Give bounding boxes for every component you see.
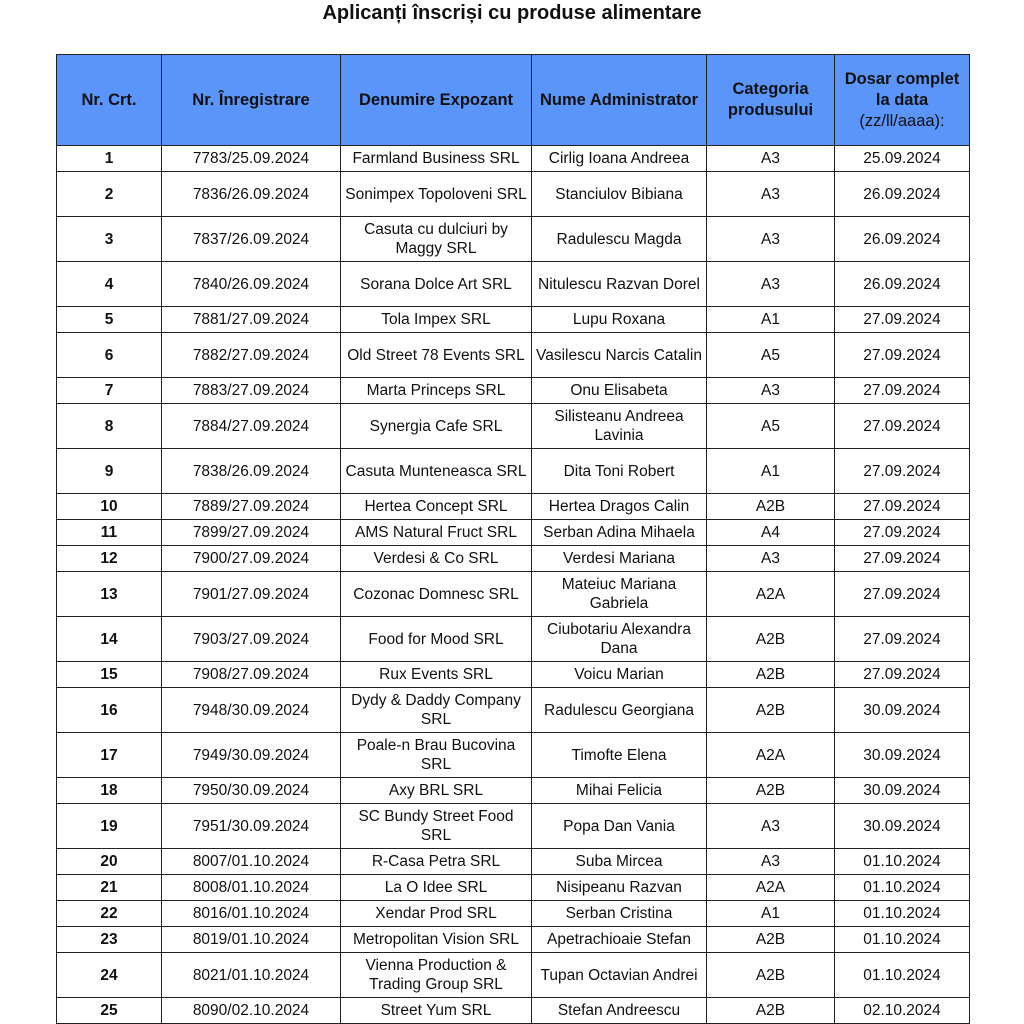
cell-nr-inregistrare: 7882/27.09.2024 bbox=[162, 333, 341, 378]
cell-nr-crt: 1 bbox=[57, 146, 162, 172]
cell-nr-inregistrare: 7903/27.09.2024 bbox=[162, 617, 341, 662]
cell-dosar-complet-data: 01.10.2024 bbox=[835, 875, 970, 901]
cell-dosar-complet-data: 27.09.2024 bbox=[835, 520, 970, 546]
table-row bbox=[57, 520, 970, 546]
cell-nr-crt: 20 bbox=[57, 849, 162, 875]
cell-categoria-produsului: A2B bbox=[707, 927, 835, 953]
table-row bbox=[57, 217, 970, 262]
cell-nr-crt: 6 bbox=[57, 333, 162, 378]
cell-nr-crt: 25 bbox=[57, 998, 162, 1024]
cell-dosar-complet-data: 27.09.2024 bbox=[835, 546, 970, 572]
cell-dosar-complet-data: 01.10.2024 bbox=[835, 901, 970, 927]
cell-nume-administrator: Nitulescu Razvan Dorel bbox=[532, 262, 707, 307]
cell-nr-crt: 4 bbox=[57, 262, 162, 307]
cell-nr-crt: 13 bbox=[57, 572, 162, 617]
cell-nume-administrator: Onu Elisabeta bbox=[532, 378, 707, 404]
cell-denumire-expozant: Vienna Production & Trading Group SRL bbox=[341, 953, 532, 998]
cell-nr-crt: 2 bbox=[57, 172, 162, 217]
cell-denumire-expozant: Dydy & Daddy Company SRL bbox=[341, 688, 532, 733]
table-row bbox=[57, 172, 970, 217]
cell-nume-administrator: Hertea Dragos Calin bbox=[532, 494, 707, 520]
table-row bbox=[57, 617, 970, 662]
table-row bbox=[57, 733, 970, 778]
table-row bbox=[57, 546, 970, 572]
cell-nume-administrator: Timofte Elena bbox=[532, 733, 707, 778]
cell-denumire-expozant: Farmland Business SRL bbox=[341, 146, 532, 172]
cell-nr-crt: 21 bbox=[57, 875, 162, 901]
cell-categoria-produsului: A2B bbox=[707, 688, 835, 733]
cell-nume-administrator: Tupan Octavian Andrei bbox=[532, 953, 707, 998]
cell-nr-crt: 23 bbox=[57, 927, 162, 953]
cell-denumire-expozant: R-Casa Petra SRL bbox=[341, 849, 532, 875]
header-nr-crt: Nr. Crt. bbox=[57, 55, 162, 146]
cell-denumire-expozant: Street Yum SRL bbox=[341, 998, 532, 1024]
cell-nume-administrator: Lupu Roxana bbox=[532, 307, 707, 333]
cell-denumire-expozant: Casuta cu dulciuri by Maggy SRL bbox=[341, 217, 532, 262]
cell-nr-inregistrare: 8016/01.10.2024 bbox=[162, 901, 341, 927]
cell-categoria-produsului: A3 bbox=[707, 217, 835, 262]
cell-categoria-produsului: A2B bbox=[707, 778, 835, 804]
cell-denumire-expozant: Sorana Dolce Art SRL bbox=[341, 262, 532, 307]
cell-categoria-produsului: A1 bbox=[707, 307, 835, 333]
cell-denumire-expozant: Hertea Concept SRL bbox=[341, 494, 532, 520]
cell-denumire-expozant: Sonimpex Topoloveni SRL bbox=[341, 172, 532, 217]
cell-nume-administrator: Popa Dan Vania bbox=[532, 804, 707, 849]
cell-nume-administrator: Ciubotariu Alexandra Dana bbox=[532, 617, 707, 662]
cell-nr-inregistrare: 7840/26.09.2024 bbox=[162, 262, 341, 307]
cell-nr-crt: 11 bbox=[57, 520, 162, 546]
table-row bbox=[57, 778, 970, 804]
table-row bbox=[57, 927, 970, 953]
cell-nr-inregistrare: 8008/01.10.2024 bbox=[162, 875, 341, 901]
cell-categoria-produsului: A3 bbox=[707, 262, 835, 307]
table-row bbox=[57, 953, 970, 998]
cell-nr-inregistrare: 7884/27.09.2024 bbox=[162, 404, 341, 449]
cell-nr-crt: 24 bbox=[57, 953, 162, 998]
cell-nr-crt: 9 bbox=[57, 449, 162, 494]
cell-dosar-complet-data: 27.09.2024 bbox=[835, 333, 970, 378]
cell-nume-administrator: Mateiuc Mariana Gabriela bbox=[532, 572, 707, 617]
cell-categoria-produsului: A5 bbox=[707, 333, 835, 378]
cell-nr-crt: 17 bbox=[57, 733, 162, 778]
cell-categoria-produsului: A2B bbox=[707, 617, 835, 662]
table-row bbox=[57, 804, 970, 849]
cell-dosar-complet-data: 26.09.2024 bbox=[835, 172, 970, 217]
cell-nume-administrator: Serban Adina Mihaela bbox=[532, 520, 707, 546]
cell-nr-crt: 16 bbox=[57, 688, 162, 733]
header-nr-inregistrare: Nr. Înregistrare bbox=[162, 55, 341, 146]
cell-dosar-complet-data: 01.10.2024 bbox=[835, 849, 970, 875]
cell-nr-crt: 10 bbox=[57, 494, 162, 520]
cell-nume-administrator: Cirlig Ioana Andreea bbox=[532, 146, 707, 172]
cell-dosar-complet-data: 27.09.2024 bbox=[835, 307, 970, 333]
cell-denumire-expozant: SC Bundy Street Food SRL bbox=[341, 804, 532, 849]
cell-nr-inregistrare: 7899/27.09.2024 bbox=[162, 520, 341, 546]
cell-categoria-produsului: A2B bbox=[707, 494, 835, 520]
header-dosar-format: (zz/ll/aaaa): bbox=[859, 111, 945, 130]
cell-categoria-produsului: A3 bbox=[707, 804, 835, 849]
cell-nr-inregistrare: 7837/26.09.2024 bbox=[162, 217, 341, 262]
cell-nr-crt: 8 bbox=[57, 404, 162, 449]
cell-categoria-produsului: A2A bbox=[707, 733, 835, 778]
cell-categoria-produsului: A2B bbox=[707, 662, 835, 688]
cell-nr-inregistrare: 7948/30.09.2024 bbox=[162, 688, 341, 733]
table-row bbox=[57, 662, 970, 688]
cell-nr-inregistrare: 7900/27.09.2024 bbox=[162, 546, 341, 572]
cell-nr-crt: 18 bbox=[57, 778, 162, 804]
cell-nr-crt: 3 bbox=[57, 217, 162, 262]
cell-categoria-produsului: A2A bbox=[707, 875, 835, 901]
cell-dosar-complet-data: 27.09.2024 bbox=[835, 404, 970, 449]
table-row bbox=[57, 333, 970, 378]
cell-categoria-produsului: A2B bbox=[707, 998, 835, 1024]
cell-nr-inregistrare: 7836/26.09.2024 bbox=[162, 172, 341, 217]
cell-nume-administrator: Apetrachioaie Stefan bbox=[532, 927, 707, 953]
cell-dosar-complet-data: 27.09.2024 bbox=[835, 572, 970, 617]
table-row bbox=[57, 688, 970, 733]
cell-denumire-expozant: Cozonac Domnesc SRL bbox=[341, 572, 532, 617]
table-row bbox=[57, 494, 970, 520]
header-dosar-label: Dosar complet la data bbox=[844, 69, 960, 109]
table-row bbox=[57, 146, 970, 172]
cell-categoria-produsului: A2A bbox=[707, 572, 835, 617]
cell-nume-administrator: Serban Cristina bbox=[532, 901, 707, 927]
cell-nr-inregistrare: 7838/26.09.2024 bbox=[162, 449, 341, 494]
cell-nume-administrator: Vasilescu Narcis Catalin bbox=[532, 333, 707, 378]
cell-nr-inregistrare: 7783/25.09.2024 bbox=[162, 146, 341, 172]
cell-nr-crt: 5 bbox=[57, 307, 162, 333]
cell-nume-administrator: Radulescu Magda bbox=[532, 217, 707, 262]
cell-nr-crt: 7 bbox=[57, 378, 162, 404]
cell-categoria-produsului: A1 bbox=[707, 901, 835, 927]
cell-categoria-produsului: A1 bbox=[707, 449, 835, 494]
cell-nr-inregistrare: 8007/01.10.2024 bbox=[162, 849, 341, 875]
cell-nr-inregistrare: 7901/27.09.2024 bbox=[162, 572, 341, 617]
cell-denumire-expozant: Marta Princeps SRL bbox=[341, 378, 532, 404]
cell-categoria-produsului: A2B bbox=[707, 953, 835, 998]
cell-dosar-complet-data: 30.09.2024 bbox=[835, 804, 970, 849]
table-header-row bbox=[57, 55, 970, 146]
cell-dosar-complet-data: 26.09.2024 bbox=[835, 217, 970, 262]
cell-dosar-complet-data: 26.09.2024 bbox=[835, 262, 970, 307]
table-row bbox=[57, 404, 970, 449]
table-row bbox=[57, 875, 970, 901]
cell-nr-crt: 22 bbox=[57, 901, 162, 927]
cell-categoria-produsului: A4 bbox=[707, 520, 835, 546]
table-row bbox=[57, 901, 970, 927]
table-row bbox=[57, 572, 970, 617]
cell-nr-crt: 19 bbox=[57, 804, 162, 849]
cell-denumire-expozant: Verdesi & Co SRL bbox=[341, 546, 532, 572]
cell-nume-administrator: Suba Mircea bbox=[532, 849, 707, 875]
cell-nr-inregistrare: 7908/27.09.2024 bbox=[162, 662, 341, 688]
cell-denumire-expozant: Casuta Munteneasca SRL bbox=[341, 449, 532, 494]
cell-dosar-complet-data: 27.09.2024 bbox=[835, 494, 970, 520]
cell-denumire-expozant: La O Idee SRL bbox=[341, 875, 532, 901]
cell-nume-administrator: Silisteanu Andreea Lavinia bbox=[532, 404, 707, 449]
cell-nr-inregistrare: 7881/27.09.2024 bbox=[162, 307, 341, 333]
cell-dosar-complet-data: 30.09.2024 bbox=[835, 733, 970, 778]
cell-dosar-complet-data: 27.09.2024 bbox=[835, 617, 970, 662]
header-nume-administrator: Nume Administrator bbox=[532, 55, 707, 146]
cell-nume-administrator: Verdesi Mariana bbox=[532, 546, 707, 572]
cell-dosar-complet-data: 27.09.2024 bbox=[835, 378, 970, 404]
cell-nume-administrator: Stefan Andreescu bbox=[532, 998, 707, 1024]
document-title: Aplicanți înscriși cu produse alimentare bbox=[322, 2, 702, 24]
cell-denumire-expozant: Old Street 78 Events SRL bbox=[341, 333, 532, 378]
cell-categoria-produsului: A3 bbox=[707, 378, 835, 404]
cell-categoria-produsului: A3 bbox=[707, 849, 835, 875]
cell-nume-administrator: Dita Toni Robert bbox=[532, 449, 707, 494]
table-row bbox=[57, 998, 970, 1024]
cell-nr-crt: 14 bbox=[57, 617, 162, 662]
cell-categoria-produsului: A3 bbox=[707, 172, 835, 217]
cell-denumire-expozant: Synergia Cafe SRL bbox=[341, 404, 532, 449]
cell-dosar-complet-data: 27.09.2024 bbox=[835, 662, 970, 688]
table-row bbox=[57, 378, 970, 404]
cell-nr-inregistrare: 8021/01.10.2024 bbox=[162, 953, 341, 998]
cell-denumire-expozant: Food for Mood SRL bbox=[341, 617, 532, 662]
cell-dosar-complet-data: 01.10.2024 bbox=[835, 927, 970, 953]
cell-dosar-complet-data: 30.09.2024 bbox=[835, 688, 970, 733]
cell-nr-inregistrare: 7950/30.09.2024 bbox=[162, 778, 341, 804]
cell-dosar-complet-data: 02.10.2024 bbox=[835, 998, 970, 1024]
cell-denumire-expozant: Tola Impex SRL bbox=[341, 307, 532, 333]
cell-dosar-complet-data: 01.10.2024 bbox=[835, 953, 970, 998]
cell-nume-administrator: Stanciulov Bibiana bbox=[532, 172, 707, 217]
cell-nr-inregistrare: 7883/27.09.2024 bbox=[162, 378, 341, 404]
cell-nr-inregistrare: 8090/02.10.2024 bbox=[162, 998, 341, 1024]
table-row bbox=[57, 849, 970, 875]
cell-categoria-produsului: A3 bbox=[707, 146, 835, 172]
cell-denumire-expozant: Metropolitan Vision SRL bbox=[341, 927, 532, 953]
cell-denumire-expozant: Axy BRL SRL bbox=[341, 778, 532, 804]
cell-nume-administrator: Radulescu Georgiana bbox=[532, 688, 707, 733]
cell-nr-inregistrare: 8019/01.10.2024 bbox=[162, 927, 341, 953]
cell-nr-inregistrare: 7949/30.09.2024 bbox=[162, 733, 341, 778]
applicants-table bbox=[56, 54, 970, 1024]
header-categoria-produsului: Categoria produsului bbox=[707, 55, 835, 146]
cell-nr-inregistrare: 7889/27.09.2024 bbox=[162, 494, 341, 520]
table-row bbox=[57, 262, 970, 307]
cell-categoria-produsului: A3 bbox=[707, 546, 835, 572]
cell-categoria-produsului: A5 bbox=[707, 404, 835, 449]
cell-denumire-expozant: Poale-n Brau Bucovina SRL bbox=[341, 733, 532, 778]
cell-dosar-complet-data: 30.09.2024 bbox=[835, 778, 970, 804]
table-row bbox=[57, 449, 970, 494]
cell-nr-inregistrare: 7951/30.09.2024 bbox=[162, 804, 341, 849]
cell-denumire-expozant: Xendar Prod SRL bbox=[341, 901, 532, 927]
cell-nume-administrator: Mihai Felicia bbox=[532, 778, 707, 804]
cell-dosar-complet-data: 27.09.2024 bbox=[835, 449, 970, 494]
table-row bbox=[57, 307, 970, 333]
cell-denumire-expozant: Rux Events SRL bbox=[341, 662, 532, 688]
header-dosar-complet bbox=[835, 55, 970, 146]
cell-nr-crt: 12 bbox=[57, 546, 162, 572]
cell-nume-administrator: Voicu Marian bbox=[532, 662, 707, 688]
cell-denumire-expozant: AMS Natural Fruct SRL bbox=[341, 520, 532, 546]
cell-dosar-complet-data: 25.09.2024 bbox=[835, 146, 970, 172]
cell-nr-crt: 15 bbox=[57, 662, 162, 688]
header-denumire-expozant: Denumire Expozant bbox=[341, 55, 532, 146]
cell-nume-administrator: Nisipeanu Razvan bbox=[532, 875, 707, 901]
